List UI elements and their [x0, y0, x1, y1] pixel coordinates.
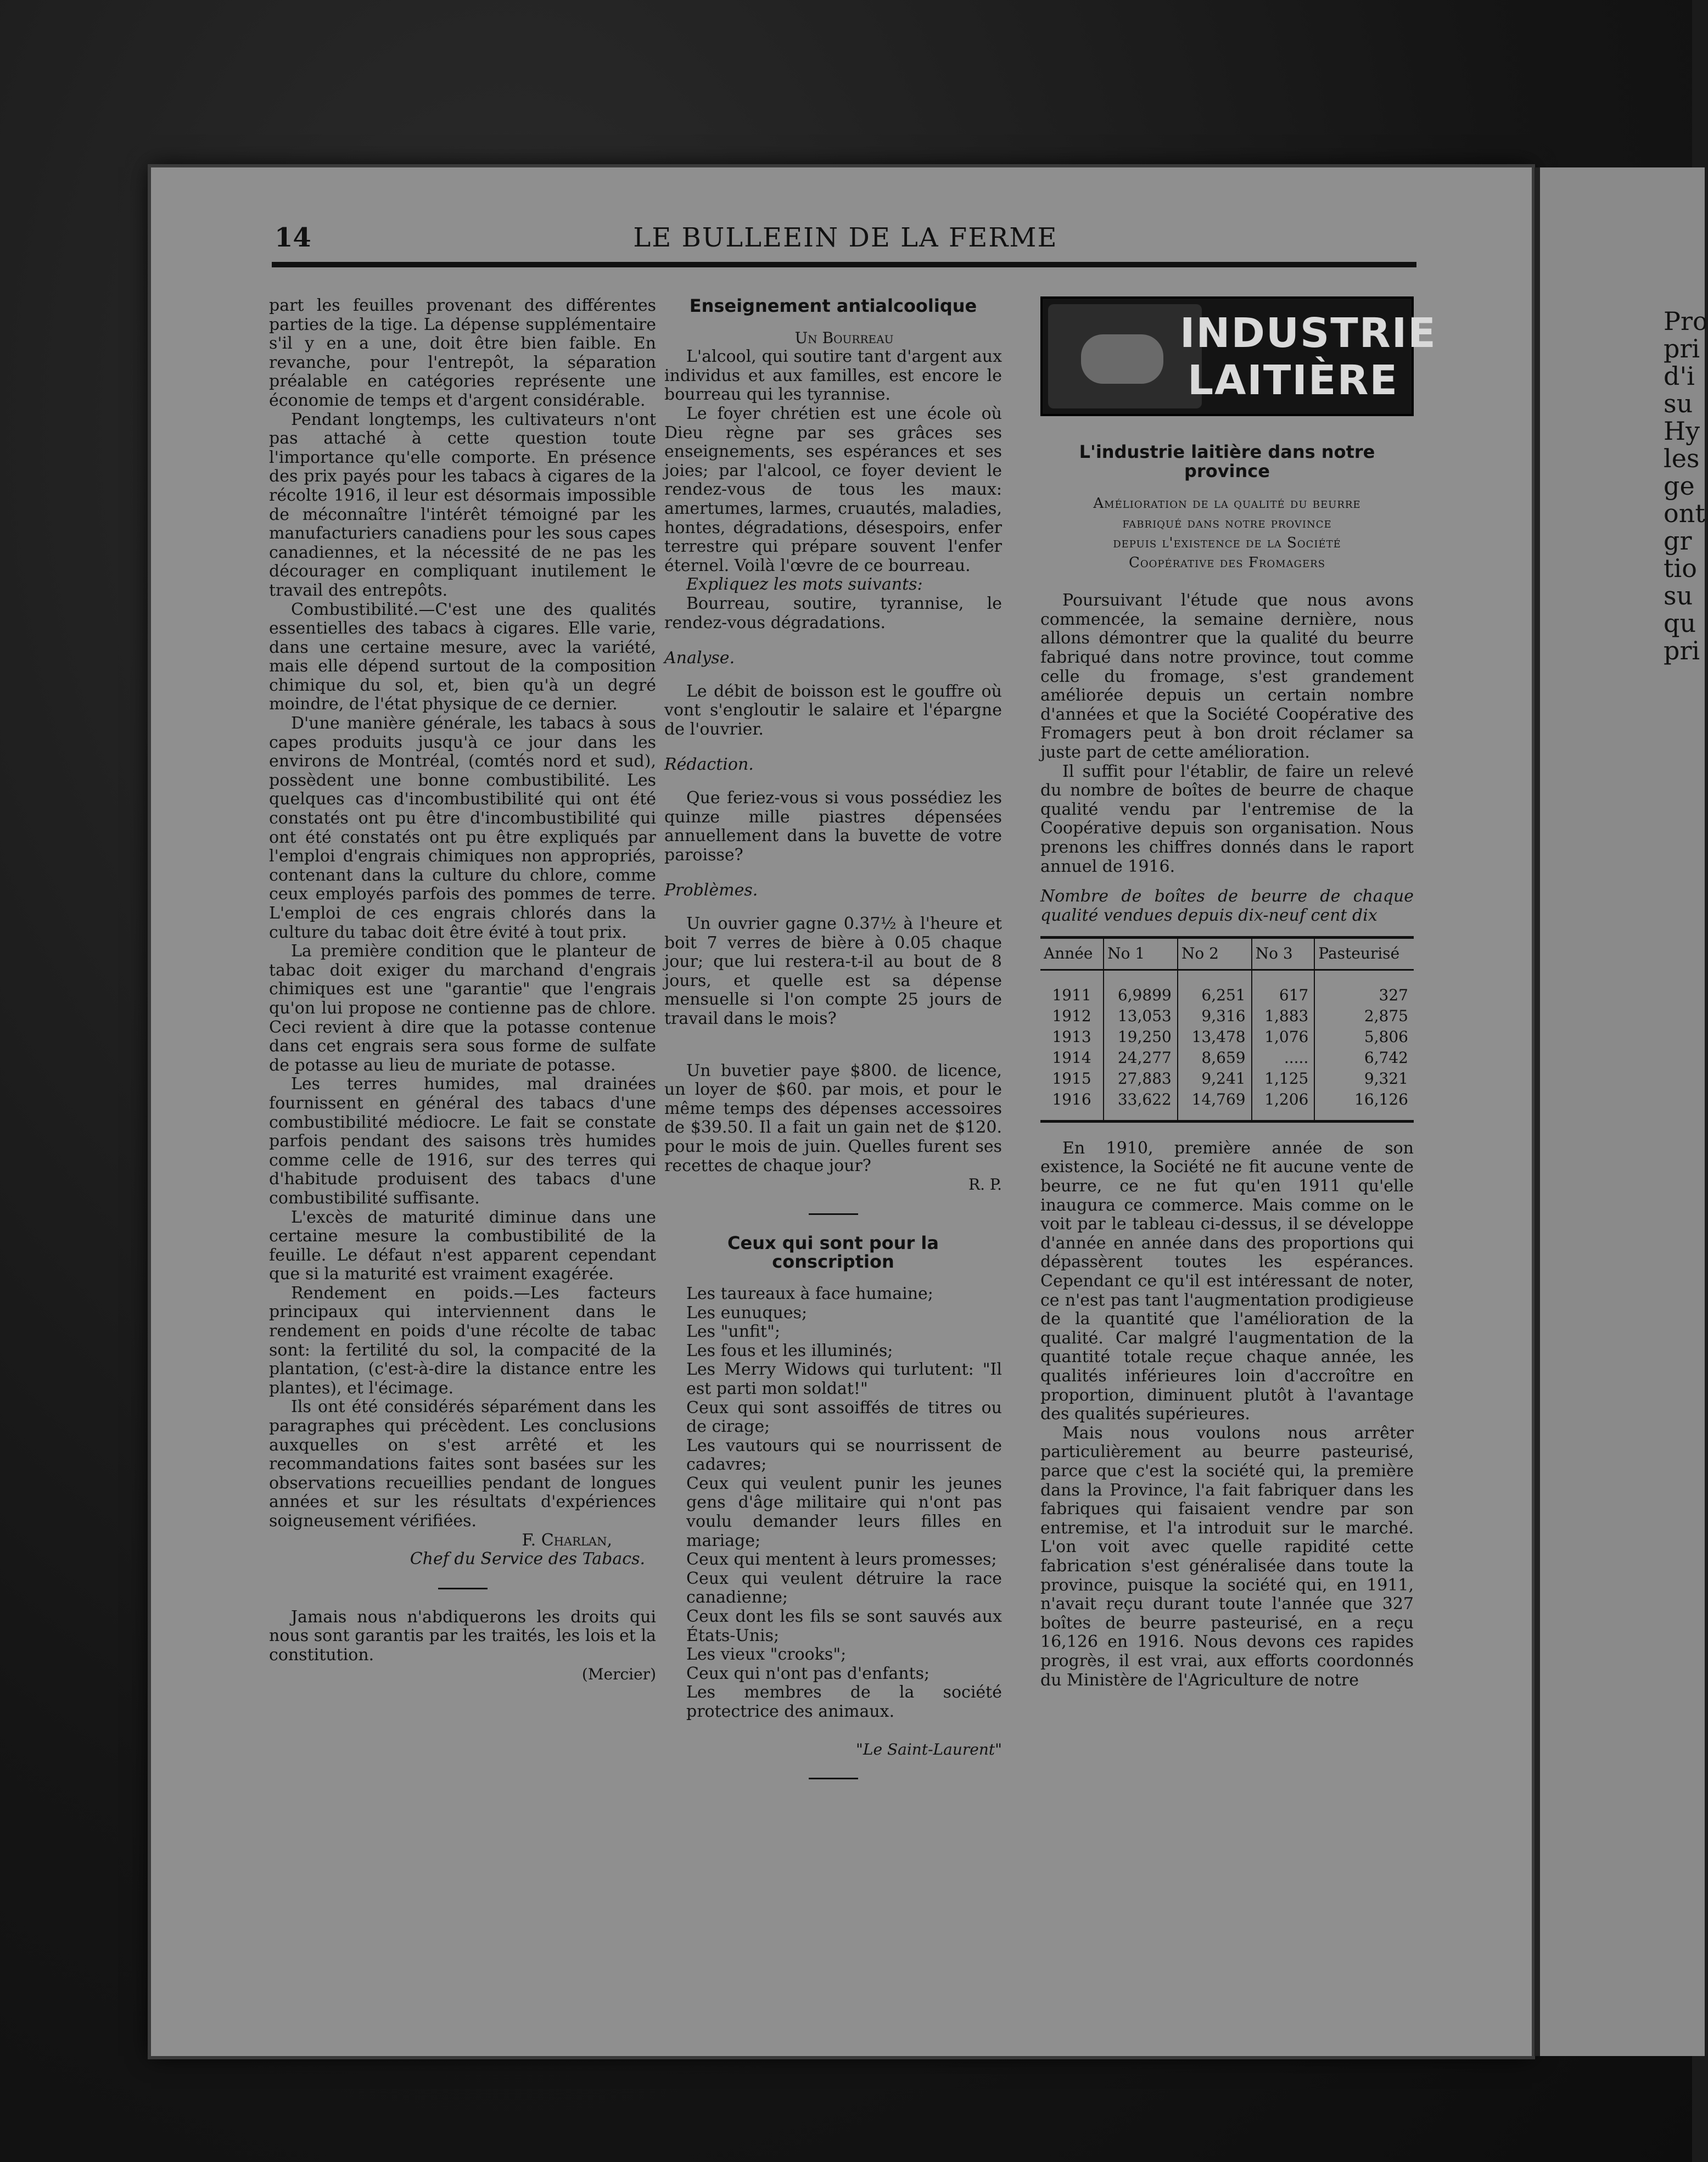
paragraph: Mais nous voulons nous arrêter particulièrement au beurre pasteurisé, parce que c'est la société qui, la première dans la Province, l'a fait fabriquer dans les fabriques qui faisaient vendre par son entremise, et l'a introduit sur le marché. L'on voit avec quelle rapidité cette fabrication s'est généralisée dans toute la province, puisque la société qui, en 1911, n'avait reçu durant toute l'année que 327 boîtes de beurre pasteurisé, en a reçu 16,126 en 1916. Nous devons ces rapides progrès, il est vrai, aux efforts coordonnés du Ministère de l'Agriculture de notre — [1040, 1423, 1414, 1690]
table-cell: 1914 — [1052, 1048, 1091, 1067]
text-fragment: pri — [1664, 636, 1700, 665]
table-cell: 24,277 — [1104, 1048, 1178, 1068]
banner-title — [1180, 310, 1437, 404]
table-cell: 6,251 — [1178, 970, 1252, 1006]
verse-line: Les "unfit"; — [686, 1322, 781, 1342]
table-header: No 1 — [1104, 938, 1178, 970]
table-cell: 1,206 — [1252, 1089, 1315, 1122]
table-cell: 5,806 — [1314, 1027, 1414, 1048]
text-fragment: ge — [1664, 471, 1695, 501]
table-cell: 13,478 — [1178, 1027, 1252, 1048]
table-cell: ..... — [1252, 1048, 1315, 1068]
table-cell: 19,250 — [1104, 1027, 1178, 1048]
butter-table — [1040, 936, 1414, 1123]
column-laitiere — [1040, 296, 1437, 1690]
verse-line: Les membres de la société protectrice des animaux. — [686, 1683, 1002, 1721]
table-cell: 27,883 — [1104, 1068, 1178, 1089]
text-fragment: gr — [1664, 526, 1692, 556]
subheading-line: fabriqué dans notre province — [1122, 515, 1332, 532]
banner-line: INDUSTRIE — [1180, 310, 1437, 357]
running-title: LE BULLEEIN DE LA FERME — [633, 222, 1058, 253]
page-number: 14 — [275, 222, 311, 253]
paragraph: part les feuilles provenant des différentes parties de la tige. La dépense supplémentaire s'il y en a une, doit être bien faible. En revanche, pour l'entrepôt, la séparation préalable en catégories représente une économie de temps et d'argent considérable. — [269, 296, 656, 410]
column-tabac — [269, 296, 656, 1684]
banner-line: LAITIÈRE — [1187, 357, 1399, 404]
article-initials: R. P. — [968, 1175, 1002, 1194]
exercise-label: Expliquez les mots suivants: — [686, 575, 923, 595]
table-header: No 3 — [1252, 938, 1315, 970]
verse-line: Les eunuques; — [686, 1303, 808, 1323]
table-row — [1040, 1089, 1414, 1122]
verse-line: Les fous et les illuminés; — [686, 1341, 893, 1360]
text-fragment: pri — [1664, 334, 1700, 363]
text-fragment: Hy — [1664, 416, 1700, 446]
verse-line: Les vieux "crooks"; — [686, 1645, 847, 1665]
table-cell: 1913 — [1052, 1027, 1091, 1046]
verse-line: Ceux qui veulent punir les jeunes gens d'âge militaire qui n'ont pas voulu demander leurs filles en mariage; — [686, 1474, 1002, 1550]
paragraph: Pendant longtemps, les cultivateurs n'ont pas attaché à cette question toute l'importance qu'elle comporte. En présence des prix payés pour les tabacs à cigares de la récolte 1916, il leur est désormais impossible de méconnaître l'intérêt témoigné par les manufacturiers canadiens pour les sous capes canadiennes, et la nécessité de ne pas les décourager en compliquant inutilement le travail des entrepôts. — [269, 410, 656, 600]
verse-line: Ceux qui sont assoiffés de titres ou de cirage; — [686, 1398, 1002, 1437]
article-subtitle: Un Bourreau — [794, 328, 894, 347]
spacer — [664, 1029, 1002, 1062]
article-title: L'industrie laitière dans notre province — [1079, 441, 1375, 481]
paragraph: Un buvetier paye $800. de licence, un loyer de $60. par mois, et pour le même temps des dépenses accessoires de $39.50. Il a fait un gain net de $120. pour le mois de juin. Quelles furent ses recettes de chaque jour? — [664, 1061, 1002, 1175]
signature-name: F. Charlan, — [522, 1530, 612, 1550]
verse-line: Les Merry Widows qui turlutent: "Il est parti mon soldat!" — [686, 1360, 1002, 1398]
table-caption: Nombre de boîtes de beurre de chaque qualité vendues depuis dix-neuf cent dix — [1040, 887, 1414, 925]
table-row — [1040, 1027, 1414, 1048]
paragraph: Un ouvrier gagne 0.37½ à l'heure et boit 7 verres de bière à 0.05 chaque jour; que lui restera-t-il au bout de 8 jours, et quelle est sa dépense mensuelle si l'on compte 25 jours de travail dans le mois? — [664, 914, 1002, 1028]
adjacent-page-edge — [1535, 167, 1708, 2056]
table-row — [1040, 1048, 1414, 1068]
table-cell: 9,316 — [1178, 1006, 1252, 1027]
text-fragment: su — [1664, 581, 1693, 610]
table-cell: 327 — [1314, 970, 1414, 1006]
text-fragment: qu — [1664, 608, 1696, 638]
paragraph: Bourreau, soutire, tyrannise, le rendez-vous dégradations. — [664, 593, 1002, 632]
text-fragment: les — [1664, 444, 1700, 473]
paragraph: Le foyer chrétien est une école où Dieu règne par ses grâces ses enseignements, ses espérances et ses joies; par l'alcool, ce foyer devient le rendez-vous de tous les maux: amertumes, larmes, cruautés, maladies, hontes, dégradations, désespoirs, enfer terrestre qui prépare souvent l'enfer éternel. Voilà l'œvre de ce bourreau. — [664, 404, 1002, 575]
table-row — [1040, 1068, 1414, 1089]
cow-illustration-icon — [1048, 304, 1202, 408]
table-cell: 9,241 — [1178, 1068, 1252, 1089]
separator-rule — [809, 1778, 858, 1779]
verse-line: Les vautours qui se nourrissent de cadavres; — [686, 1436, 1002, 1475]
subheading-line: Amélioration de la qualité du beurre — [1093, 495, 1361, 512]
table-cell: 6,742 — [1314, 1048, 1414, 1068]
newspaper-page — [151, 167, 1532, 2056]
exercise-label: Rédaction. — [664, 755, 754, 775]
separator-rule — [809, 1213, 858, 1215]
table-cell: 1912 — [1052, 1006, 1091, 1025]
table-cell: 14,769 — [1178, 1089, 1252, 1122]
table-header: Pasteurisé — [1314, 938, 1414, 970]
paragraph: Poursuivant l'étude que nous avons commencée, la semaine dernière, nous allons démontrer que la qualité du beurre fabriqué dans notre province, tout comme celle du fromage, s'est grandement améliorée depuis un certain nombre d'années et que la Société Coopérative des Fromagers peut à bon droit réclamer sa juste part de cette amélioration. — [1040, 591, 1414, 762]
section-banner — [1040, 296, 1437, 416]
paragraph: Le débit de boisson est le gouffre où vont s'engloutir le salaire et l'épargne de l'ouvrier. — [664, 681, 1002, 739]
table-row — [1040, 970, 1414, 1006]
paragraph: Les terres humides, mal drainées fournissent en général des tabacs d'une combustibilité médiocre. Le fait se constate parfois pendant des saisons très humides comme celle de 1916, sur des terres qui d'habitude produisent des tabacs d'une combustibilité suffisante. — [269, 1074, 656, 1208]
table-header: No 2 — [1178, 938, 1252, 970]
signature-role: Chef du Service des Tabacs. — [410, 1549, 645, 1569]
table-cell: 1,125 — [1252, 1068, 1315, 1089]
text-fragment: su — [1664, 389, 1693, 418]
paragraph: L'excès de maturité diminue dans une certaine mesure la combustibilité de la feuille. Le défaut n'est apparent cependant que si la maturité est vraiment exagérée. — [269, 1207, 656, 1284]
article-title: Ceux qui sont pour la conscription — [727, 1232, 939, 1273]
subheading-line: depuis l'existence de la Société — [1113, 535, 1341, 552]
quote-text: Jamais nous n'abdiquerons les droits qui nous sont garantis par les traités, les lois et la constitution. — [269, 1607, 656, 1665]
table-cell: 1911 — [1052, 985, 1091, 1004]
text-fragment: d'i — [1664, 361, 1695, 391]
table-cell: 2,875 — [1314, 1006, 1414, 1027]
paragraph: La première condition que le planteur de tabac doit exiger du marchand d'engrais chimiques est une "garantie" que l'engrais qu'on lui propose ne contienne pas de chlore. Ceci revient à dire que la potasse contenue dans cet engrais sera sous forme de sulfate de potasse au lieu de muriate de potasse. — [269, 942, 656, 1075]
paragraph: D'une manière générale, les tabacs à sous capes produits jusqu'à ce jour dans les environs de Montréal, (comtés nord et sud), possèdent une bonne combustibilité. Les quelques cas d'incombustibilité qui ont été constatés ont pu être d'incombustibilité qui ont été constatés ont pu être expliqués par l'emploi d'engrais chimiques non appropriés, contenant dans la culture du chlore, comme ceux employés parfois des pommes de terre. L'emploi de ces engrais chlorés dans la culture du tabac doit être évité à tout prix. — [269, 714, 656, 942]
article-title: Enseignement antialcoolique — [689, 295, 977, 316]
paragraph: Que feriez-vous si vous possédiez les quinze mille piastres dépensées annuellement dans la buvette de votre paroisse? — [664, 788, 1002, 865]
table-cell: 9,321 — [1314, 1068, 1414, 1089]
table-cell: 16,126 — [1314, 1089, 1414, 1122]
verse-line: Ceux dont les fils se sont sauvés aux États-Unis; — [686, 1607, 1002, 1645]
paragraph: Rendement en poids.—Les facteurs principaux qui interviennent dans le rendement en poids d'une récolte de tabac sont: la fertilité du sol, la compacité de la plantation, (c'est-à-dire la distance entre les plantes), et l'écimage. — [269, 1283, 656, 1398]
paragraph: En 1910, première année de son existence, la Société ne fit aucune vente de beurre, ce ne fut qu'en 1911 qu'elle inaugura ce commerce. Mais comme on le voit par le tableau ci-dessus, il se développe d'année en année dans des proportions qui dépassèrent toutes les espérances. Cependant ce qu'il est intéressant de noter, ce n'est pas tant l'augmentation prodigieuse de la quantité que l'amélioration de la qualité. Car malgré l'augmentation de la quantité totale reçue chaque année, les qualités inférieures loin d'accroître en proportion, diminuent plutôt à l'avantage des qualités supérieures. — [1040, 1138, 1414, 1424]
subheading-line: Coopérative des Fromagers — [1128, 554, 1326, 572]
verse-line: Ceux qui mentent à leurs promesses; — [686, 1550, 997, 1570]
header-rule — [272, 262, 1416, 267]
paragraph: Il suffit pour l'établir, de faire un relevé du nombre de boîtes de beurre de chaque qualité vendu par l'entremise de la Coopérative depuis son organisation. Nous prenons les chiffres donnés dans le raport annuel de 1916. — [1040, 761, 1414, 876]
article-subheading — [1040, 494, 1414, 573]
cow-shape — [1081, 334, 1163, 384]
verse-line: Ceux qui n'ont pas d'enfants; — [686, 1663, 930, 1683]
table-cell: 8,659 — [1178, 1048, 1252, 1068]
verse-line: Les taureaux à face humaine; — [686, 1284, 933, 1303]
column-antialcool — [664, 296, 1002, 1798]
table-cell: 6,9899 — [1104, 970, 1178, 1006]
verse-line: Ceux qui veulent détruire la race canadienne; — [686, 1569, 1002, 1608]
table-header-row — [1040, 938, 1414, 970]
quote-author: (Mercier) — [581, 1665, 656, 1683]
table-row — [1040, 1006, 1414, 1027]
table-cell: 617 — [1252, 970, 1315, 1006]
text-fragment: Pro — [1664, 306, 1708, 336]
table-cell: 1916 — [1052, 1090, 1091, 1108]
table-cell: 33,622 — [1104, 1089, 1178, 1122]
paragraph: Combustibilité.—C'est une des qualités essentielles des tabacs à cigares. Elle varie, dans une certaine mesure, avec la variété, mais elle dépend surtout de la composition chimique du sol, et, bien qu'à un degré moindre, de l'état physique de ce dernier. — [269, 600, 656, 714]
exercise-label: Analyse. — [664, 648, 735, 668]
table-cell: 13,053 — [1104, 1006, 1178, 1027]
text-fragment: ont — [1664, 499, 1705, 528]
page-header — [275, 222, 1416, 266]
exercise-label: Problèmes. — [664, 881, 758, 900]
separator-rule — [438, 1588, 488, 1589]
text-fragment: tio — [1664, 553, 1697, 583]
table-cell: 1,883 — [1252, 1006, 1315, 1027]
paragraph: L'alcool, qui soutire tant d'argent aux individus et aux familles, est encore le bourreau qui les tyrannise. — [664, 347, 1002, 405]
table-cell: 1915 — [1052, 1069, 1091, 1088]
table-cell: 1,076 — [1252, 1027, 1315, 1048]
article-source: "Le Saint-Laurent" — [856, 1740, 1002, 1758]
table-header: Année — [1040, 938, 1104, 970]
paragraph: Ils ont été considérés séparément dans les paragraphes qui précèdent. Les conclusions auxquelles on s'est arrêté et les recommandations faites sont basées sur les observations recueillies pendant de longues années et sur les résultats d'expériences soigneusement vérifiées. — [269, 1397, 656, 1531]
